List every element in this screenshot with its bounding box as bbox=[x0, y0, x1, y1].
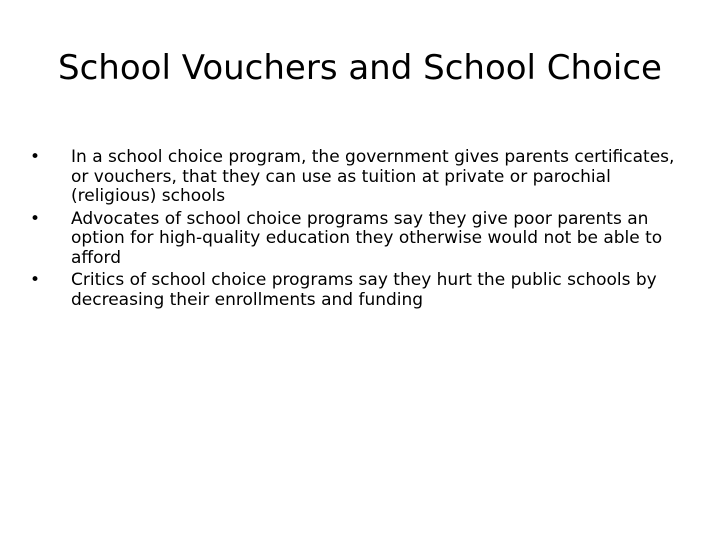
bullet-text: Advocates of school choice programs say they give poor parents an option for high-quality education they otherwise would not be able to afford bbox=[71, 208, 663, 268]
bullet-list bbox=[30, 148, 690, 313]
bullet-text: In a school choice program, the government gives parents certificates, or vouchers, that they can use as tuition at private or parochial (religious) schools bbox=[71, 147, 675, 206]
bullet-item bbox=[30, 271, 690, 310]
bullet-icon: • bbox=[30, 208, 41, 229]
bullet-item bbox=[30, 210, 690, 269]
slide-title: School Vouchers and School Choice bbox=[58, 48, 662, 88]
bullet-icon: • bbox=[30, 147, 41, 167]
bullet-text: Critics of school choice programs say they hurt the public schools by decreasing their enrollments and funding bbox=[71, 270, 657, 310]
bullet-icon: • bbox=[30, 270, 41, 290]
bullet-item bbox=[30, 148, 690, 207]
